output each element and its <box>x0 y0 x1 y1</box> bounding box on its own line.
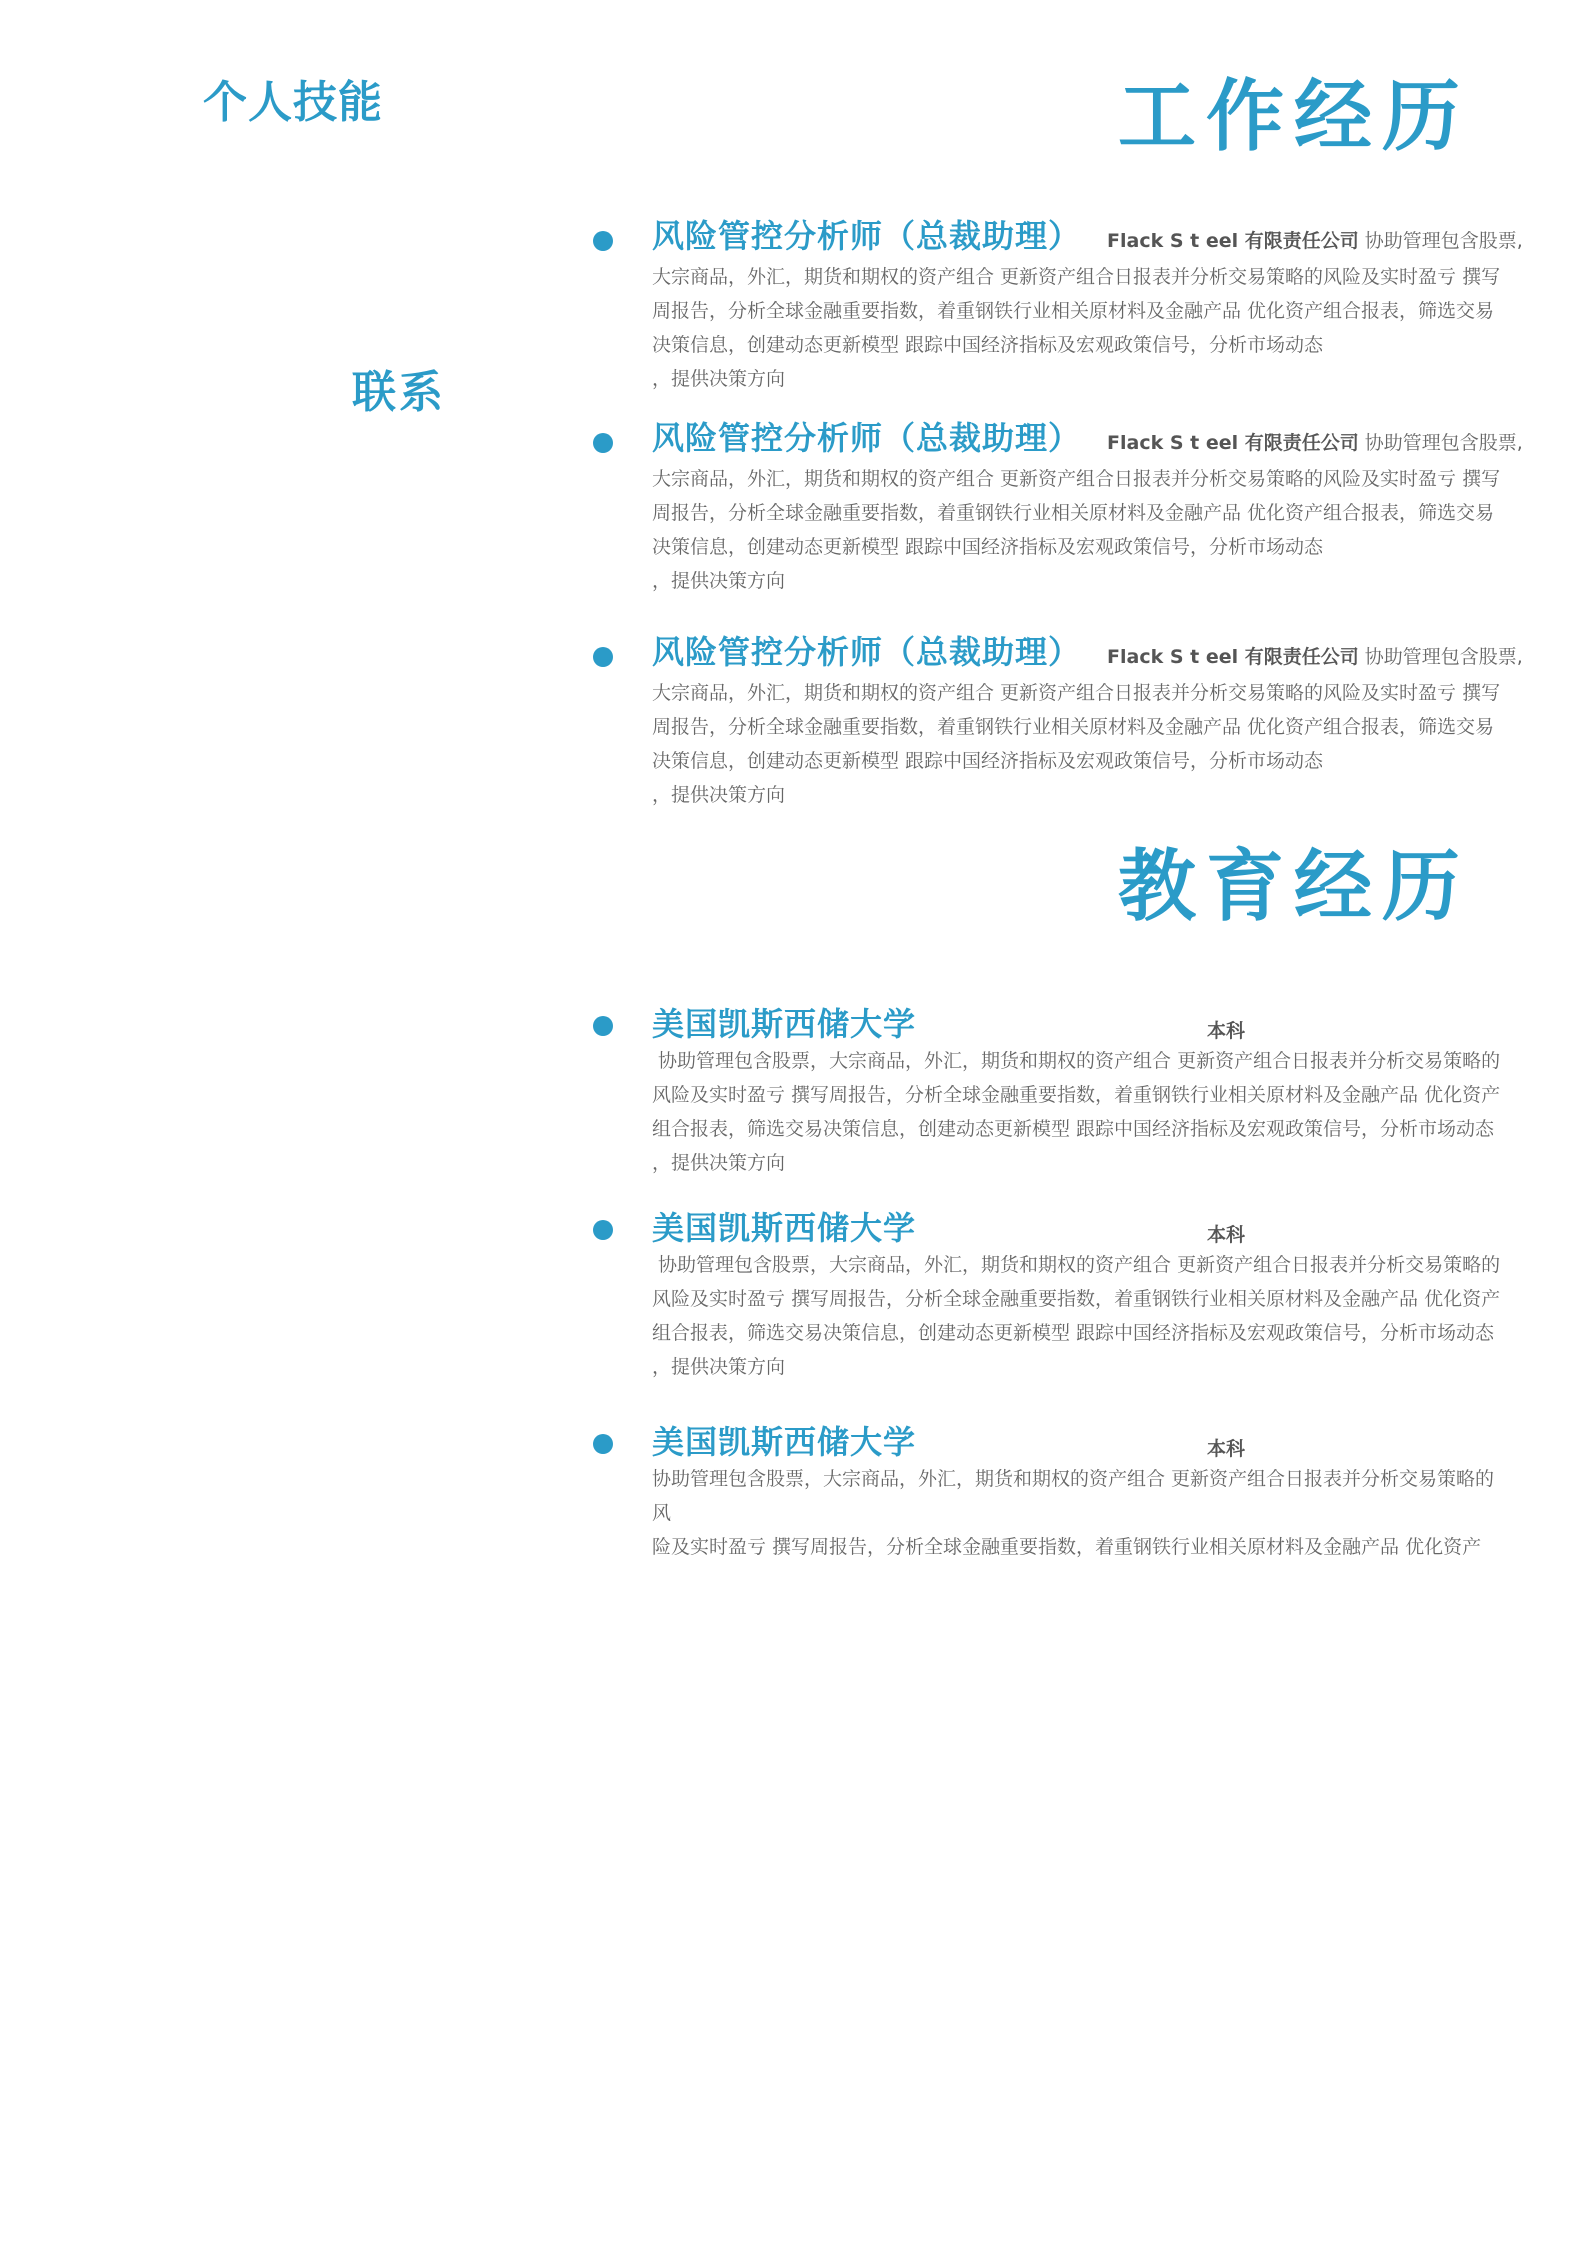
job-description-lead: 协助管理包含股票, <box>1364 230 1523 252</box>
description-line: 大宗商品，外汇，期货和期权的资产组合 更新资产组合日报表并分析交易策略的风险及实时盈亏 撰写 <box>652 468 1501 490</box>
description-line: ，提供决策方向 <box>652 784 786 806</box>
description-line: 周报告，分析全球金融重要指数，着重钢铁行业相关原材料及金融产品 优化资产组合报表，筛选交易 <box>652 502 1495 524</box>
description-line: 大宗商品，外汇，期货和期权的资产组合 更新资产组合日报表并分析交易策略的风险及实时盈亏 撰写 <box>652 266 1501 288</box>
bullet-icon <box>593 647 613 667</box>
education-entry-header <box>652 1422 916 1462</box>
job-description <box>652 462 1502 598</box>
job-description <box>652 260 1502 396</box>
description-line: ，提供决策方向 <box>652 570 786 592</box>
education-description <box>652 1462 1502 1564</box>
description-line: 协助管理包含股票，大宗商品，外汇，期货和期权的资产组合 更新资产组合日报表并分析交易策略的 <box>652 1050 1501 1072</box>
education-description <box>652 1044 1502 1180</box>
description-line: ，提供决策方向 <box>652 1152 786 1174</box>
description-line: 周报告，分析全球金融重要指数，着重钢铁行业相关原材料及金融产品 优化资产组合报表，筛选交易 <box>652 716 1495 738</box>
bullet-icon <box>593 433 613 453</box>
education-description <box>652 1248 1502 1384</box>
description-line: 决策信息，创建动态更新模型 跟踪中国经济指标及宏观政策信号，分析市场动态 <box>652 334 1324 356</box>
description-line: 大宗商品，外汇，期货和期权的资产组合 更新资产组合日报表并分析交易策略的风险及实时盈亏 撰写 <box>652 682 1501 704</box>
job-title: 风险管控分析师（总裁助理） <box>652 633 1082 671</box>
description-line: 协助管理包含股票，大宗商品，外汇，期货和期权的资产组合 更新资产组合日报表并分析交易策略的 <box>652 1254 1501 1276</box>
job-title: 风险管控分析师（总裁助理） <box>652 419 1082 457</box>
job-description-lead: 协助管理包含股票, <box>1364 432 1523 454</box>
description-line: 组合报表，筛选交易决策信息，创建动态更新模型 跟踪中国经济指标及宏观政策信号，分析市场动态 <box>652 1322 1495 1344</box>
company-name: Flack S t eel 有限责任公司 <box>1107 230 1359 252</box>
contact-heading: 联系 <box>352 367 446 418</box>
education-entry-header <box>652 1208 916 1248</box>
bullet-icon <box>593 231 613 251</box>
description-line: ，提供决策方向 <box>652 368 786 390</box>
bullet-icon <box>593 1220 613 1240</box>
company-name: Flack S t eel 有限责任公司 <box>1107 432 1359 454</box>
school-name: 美国凯斯西储大学 <box>652 1005 917 1043</box>
work-entry-header <box>652 216 1523 256</box>
education-title: 教育经历 <box>1118 842 1471 932</box>
bullet-icon <box>593 1016 613 1036</box>
company-name: Flack S t eel 有限责任公司 <box>1107 646 1359 668</box>
work-experience-title: 工作经历 <box>1118 72 1471 162</box>
description-line: 协助管理包含股票，大宗商品，外汇，期货和期权的资产组合 更新资产组合日报表并分析交易策略的风 <box>652 1468 1495 1524</box>
description-line: 风险及实时盈亏 撰写周报告，分析全球金融重要指数，着重钢铁行业相关原材料及金融产品 优化资产 <box>652 1288 1501 1310</box>
description-line: ，提供决策方向 <box>652 1356 786 1378</box>
education-entry-header <box>652 1004 916 1044</box>
degree-label: 本科 <box>1207 1020 1246 1042</box>
description-line: 险及实时盈亏 撰写周报告，分析全球金融重要指数，着重钢铁行业相关原材料及金融产品 优化资产 <box>652 1536 1482 1558</box>
bullet-icon <box>593 1434 613 1454</box>
degree-label: 本科 <box>1207 1438 1246 1460</box>
description-line: 风险及实时盈亏 撰写周报告，分析全球金融重要指数，着重钢铁行业相关原材料及金融产品 优化资产 <box>652 1084 1501 1106</box>
description-line: 决策信息，创建动态更新模型 跟踪中国经济指标及宏观政策信号，分析市场动态 <box>652 750 1324 772</box>
school-name: 美国凯斯西储大学 <box>652 1209 917 1247</box>
description-line: 周报告，分析全球金融重要指数，着重钢铁行业相关原材料及金融产品 优化资产组合报表，筛选交易 <box>652 300 1495 322</box>
description-line: 决策信息，创建动态更新模型 跟踪中国经济指标及宏观政策信号，分析市场动态 <box>652 536 1324 558</box>
work-entry-header <box>652 418 1523 458</box>
job-description <box>652 676 1502 812</box>
job-description-lead: 协助管理包含股票, <box>1364 646 1523 668</box>
skills-heading: 个人技能 <box>203 77 383 128</box>
degree-label: 本科 <box>1207 1224 1246 1246</box>
job-title: 风险管控分析师（总裁助理） <box>652 217 1082 255</box>
work-entry-header <box>652 632 1523 672</box>
description-line: 组合报表，筛选交易决策信息，创建动态更新模型 跟踪中国经济指标及宏观政策信号，分析市场动态 <box>652 1118 1495 1140</box>
school-name: 美国凯斯西储大学 <box>652 1423 917 1461</box>
